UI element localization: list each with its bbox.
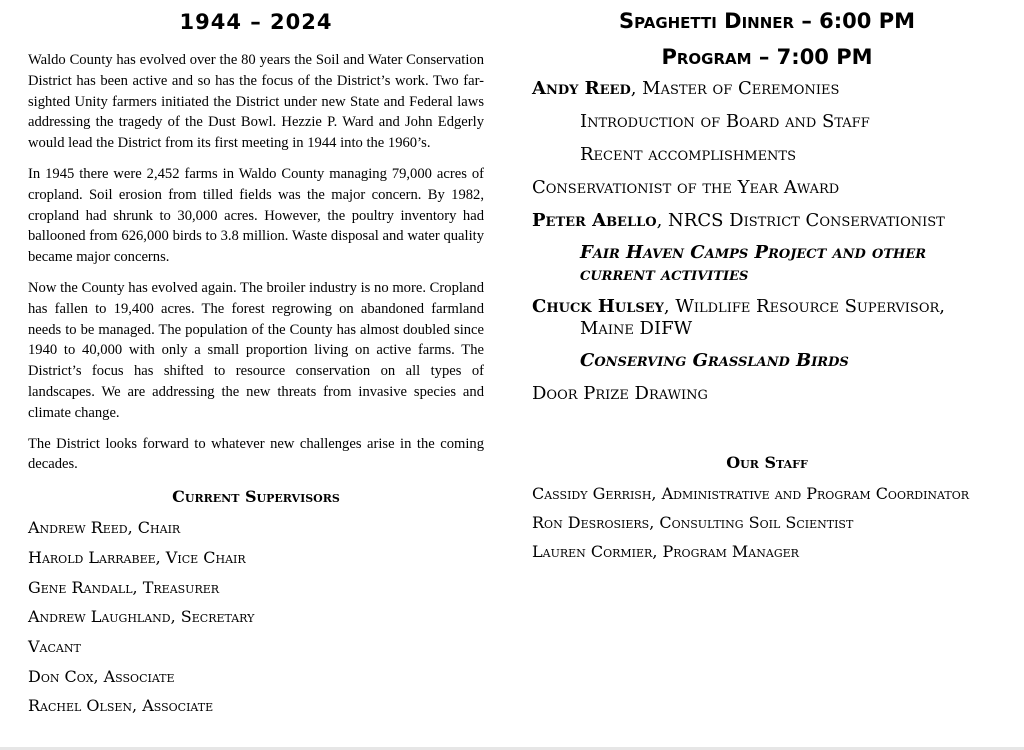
supervisor-item: Andrew Reed, Chair: [28, 518, 181, 538]
history-paragraph: Waldo County has evolved over the 80 years the Soil and Water Conservation District has been active and so has the focus of the District’s work. Two far-sighted Unity farmers initiated the District under new State and Federal laws addressing the tragedy of the Dust Bowl. Hezzie P. Ward and John Edgerly would lead the District from its first meeting in 1944 into the 1960’s.: [28, 52, 484, 152]
history-paragraph: In 1945 there were 2,452 farms in Waldo County managing 79,000 acres of cropland. Soil erosion from tilled fields was the major concern. By 1982, cropland had shrunk to 30,000 acres. However, the poultry inventory had ballooned from 626,000 birds to 3.8 million. Waste disposal and water quality became major concerns.: [28, 165, 484, 266]
staff-item: Ron Desrosiers, Consulting Soil Scientist: [532, 513, 854, 532]
history-paragraph: Now the County has evolved again. The broiler industry is no more. Cropland has fallen to 19,400 acres. The forest regrowing on abandoned farmland needs to be managed. The population of the County has almost doubled since 1940 to 40,000 with only a small proportion living on active farms. The District’s focus has shifted to resource conservation on all types of landscapes. We are addressing the new threats from invasive species and climate change.: [28, 279, 484, 421]
dinner-heading: Spaghetti Dinner – 6:00 PM: [618, 9, 916, 33]
program-item-recent: Recent accomplishments: [580, 144, 797, 165]
program-item-award: Conservationist of the Year Award: [532, 177, 840, 198]
speaker-name: Chuck Hulsey: [532, 296, 664, 317]
talk-title-hulsey: Conserving Grassland Birds: [580, 350, 849, 371]
staff-item: Cassidy Gerrish, Administrative and Program Coordinator: [532, 484, 970, 503]
talk-title-abello: Fair Haven Camps Project and other current activities: [580, 242, 927, 285]
program-column: [532, 8, 1002, 571]
staff-heading: Our Staff: [726, 453, 808, 472]
program-item-door-prize: Door Prize Drawing: [532, 383, 708, 404]
speaker-name: Andy Reed: [532, 78, 631, 99]
program-item-abello: [532, 210, 1002, 232]
supervisor-item: Gene Randall, Treasurer: [28, 577, 220, 597]
program-item-mc: [532, 78, 1002, 100]
supervisors-heading: Current Supervisors: [172, 487, 340, 507]
speaker-role: , Wildlife Resource Supervisor, Maine DIFW: [580, 296, 946, 339]
supervisor-item: Andrew Laughland, Secretary: [28, 607, 255, 627]
staff-item: Lauren Cormier, Program Manager: [532, 542, 799, 561]
supervisor-item: Don Cox, Associate: [28, 666, 175, 686]
speaker-name: Peter Abello: [532, 210, 657, 231]
supervisor-item: Harold Larrabee, Vice Chair: [28, 547, 246, 567]
supervisor-item: Vacant: [28, 636, 81, 656]
speaker-role: , NRCS District Conservationist: [656, 210, 945, 231]
program-item-hulsey: [532, 296, 1002, 340]
speaker-role: , Master of Ceremonies: [630, 78, 840, 99]
history-paragraph: The District looks forward to whatever new challenges arise in the coming decades.: [28, 435, 484, 473]
program-item-intro: Introduction of Board and Staff: [580, 111, 870, 132]
history-column: [28, 8, 484, 726]
supervisor-item: Rachel Olsen, Associate: [28, 696, 214, 716]
years-heading: 1944 – 2024: [179, 10, 333, 34]
program-heading: Program – 7:00 PM: [661, 45, 873, 69]
